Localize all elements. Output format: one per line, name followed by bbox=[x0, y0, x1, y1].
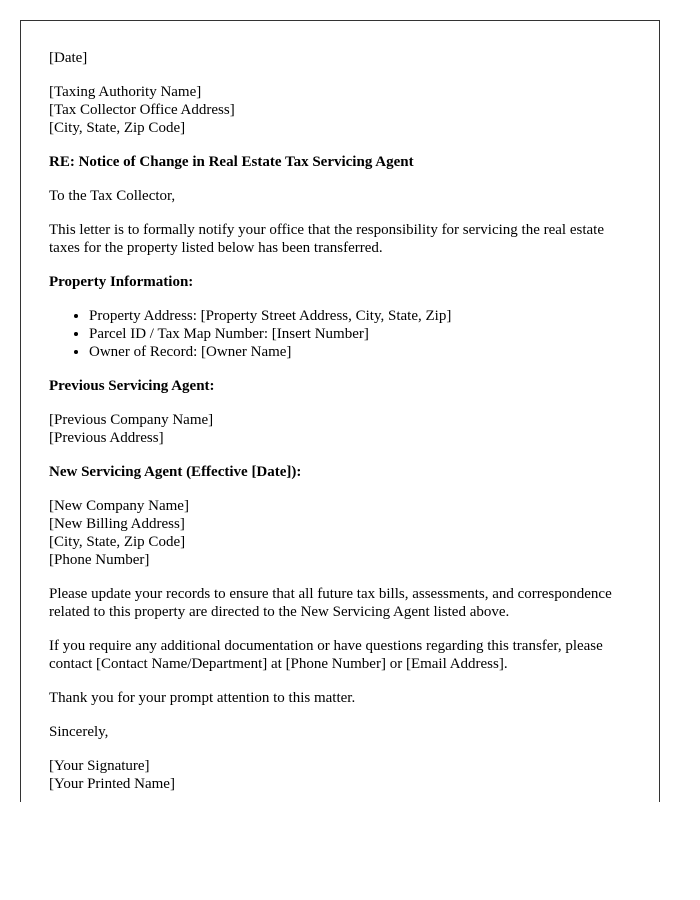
property-info-heading: Property Information: bbox=[49, 274, 194, 290]
owner-of-record-item: • Owner of Record: [Owner Name] bbox=[89, 343, 619, 361]
letter-content bbox=[49, 49, 619, 802]
previous-address: [Previous Address] bbox=[49, 430, 164, 446]
new-agent-heading: New Servicing Agent (Effective [Date]): bbox=[49, 464, 302, 480]
previous-company-name: [Previous Company Name] bbox=[49, 412, 214, 428]
closing: Sincerely, bbox=[49, 724, 109, 740]
property-address-item: • Property Address: [Property Street Address, City, State, Zip] bbox=[89, 307, 619, 325]
previous-agent-block bbox=[49, 411, 619, 447]
recipient-name: [Taxing Authority Name] bbox=[49, 84, 202, 100]
signature-block bbox=[49, 757, 619, 793]
recipient-city-state-zip: [City, State, Zip Code] bbox=[49, 120, 186, 136]
property-info-list bbox=[49, 307, 619, 361]
printed-name: [Your Printed Name] bbox=[49, 776, 175, 792]
thanks-paragraph: Thank you for your prompt attention to this matter. bbox=[49, 690, 356, 706]
new-billing-address: [New Billing Address] bbox=[49, 516, 185, 532]
new-company-name: [New Company Name] bbox=[49, 498, 189, 514]
contact-paragraph: If you require any additional documentation or have questions regarding this transfer, please contact [Contact Name/Department] at [Phone Number] or [Email Address]. bbox=[49, 638, 603, 672]
new-phone-number: [Phone Number] bbox=[49, 552, 150, 568]
parcel-id-item: • Parcel ID / Tax Map Number: [Insert Number] bbox=[89, 325, 619, 343]
intro-paragraph: This letter is to formally notify your office that the responsibility for servicing the real estate taxes for the property listed below has been transferred. bbox=[49, 222, 604, 256]
update-records-paragraph: Please update your records to ensure that all future tax bills, assessments, and correspondence related to this property are directed to the New Servicing Agent listed above. bbox=[49, 586, 612, 620]
letter-date: [Date] bbox=[49, 50, 88, 66]
new-agent-block bbox=[49, 497, 619, 569]
previous-agent-heading: Previous Servicing Agent: bbox=[49, 378, 215, 394]
subject-line: RE: Notice of Change in Real Estate Tax Servicing Agent bbox=[49, 154, 414, 170]
recipient-block bbox=[49, 83, 619, 137]
recipient-address: [Tax Collector Office Address] bbox=[49, 102, 235, 118]
new-city-state-zip: [City, State, Zip Code] bbox=[49, 534, 186, 550]
letter-page bbox=[20, 20, 660, 802]
signature: [Your Signature] bbox=[49, 758, 150, 774]
salutation: To the Tax Collector, bbox=[49, 188, 176, 204]
